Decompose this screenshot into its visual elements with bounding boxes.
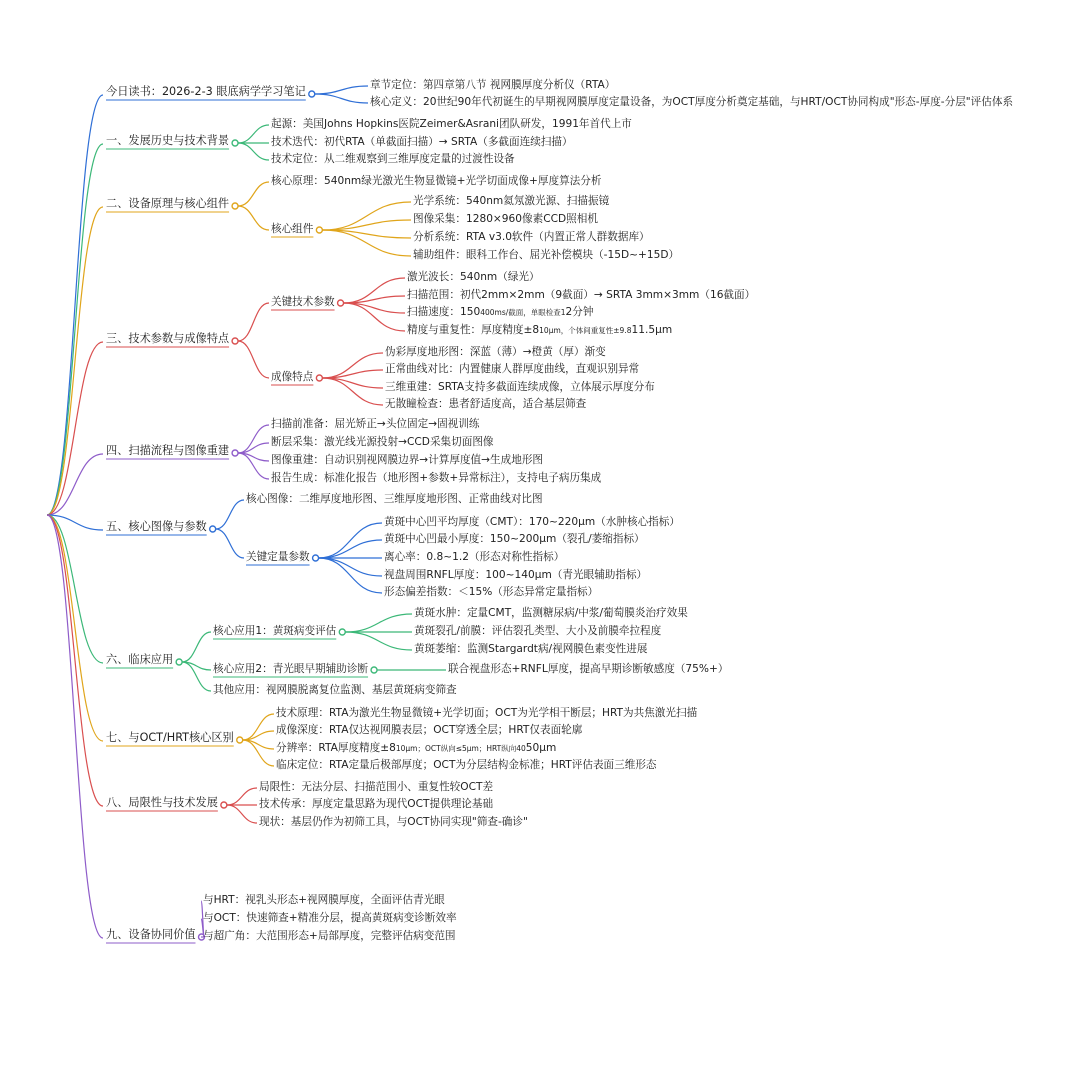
child-node: 核心组件 bbox=[271, 223, 314, 235]
branch-node: 九、设备协同价值 bbox=[106, 928, 196, 941]
leaf-node: 三维重建：SRTA支持多截面连续成像，立体展示厚度分布 bbox=[385, 381, 655, 393]
leaf-node: 扫描速度：150400ms/截面，单眼检查12分钟 bbox=[407, 306, 594, 318]
leaf-node: 黄斑中心凹最小厚度：150~200μm（裂孔/萎缩指标） bbox=[384, 533, 645, 545]
child-node: 成像深度：RTA仅达视网膜表层；OCT穿透全层；HRT仅表面轮廓 bbox=[276, 724, 583, 736]
child-node: 其他应用：视网膜脱离复位监测、基层黄斑病变筛查 bbox=[213, 684, 457, 696]
child-node: 现状：基层仍作为初筛工具，与OCT协同实现"筛查-确诊" bbox=[259, 816, 528, 828]
child-node: 起源：美国Johns Hopkins医院Zeimer&Asrani团队研发，1991年首代上市 bbox=[271, 118, 632, 130]
leaf-node: 黄斑萎缩：监测Stargardt病/视网膜色素变性进展 bbox=[414, 643, 648, 655]
child-node: 技术定位：从二维观察到三维厚度定量的过渡性设备 bbox=[271, 153, 515, 165]
child-node: 断层采集：激光线光源投射→CCD采集切面图像 bbox=[271, 436, 494, 448]
child-node: 图像重建：自动识别视网膜边界→计算厚度值→生成地形图 bbox=[271, 454, 544, 466]
branch-node: 今日读书：2026-2-3 眼底病学学习笔记 bbox=[106, 85, 306, 98]
leaf-node: 光学系统：540nm氦氖激光源、扫描振镜 bbox=[413, 195, 610, 207]
branch-node: 四、扫描流程与图像重建 bbox=[106, 444, 230, 457]
child-node: 核心原理：540nm绿光激光生物显微镜+光学切面成像+厚度算法分析 bbox=[271, 175, 602, 187]
child-node: 分辨率：RTA厚度精度±810μm；OCT纵向≤5μm；HRT纵向4050μm bbox=[276, 742, 557, 754]
leaf-node: 分析系统：RTA v3.0软件（内置正常人群数据库） bbox=[413, 231, 650, 243]
child-node: 报告生成：标准化报告（地形图+参数+异常标注），支持电子病历集成 bbox=[271, 472, 602, 484]
child-node: 技术传承：厚度定量思路为现代OCT提供理论基础 bbox=[259, 798, 494, 810]
child-node: 核心定义：20世纪90年代初诞生的早期视网膜厚度定量设备，为OCT厚度分析奠定基础，与HRT/OCT协同构成"形态-厚度-分层"评估体系 bbox=[370, 96, 1014, 108]
branch-node: 五、核心图像与参数 bbox=[106, 520, 207, 533]
child-node: 核心应用2：青光眼早期辅助诊断 bbox=[213, 663, 369, 675]
leaf-node: 黄斑裂孔/前膜：评估裂孔类型、大小及前膜牵拉程度 bbox=[414, 625, 662, 637]
leaf-node: 伪彩厚度地形图：深蓝（薄）→橙黄（厚）渐变 bbox=[385, 346, 606, 358]
leaf-node: 激光波长：540nm（绿光） bbox=[407, 271, 540, 283]
child-node: 与OCT：快速筛查+精准分层，提高黄斑病变诊断效率 bbox=[203, 912, 457, 924]
leaf-node: 正常曲线对比：内置健康人群厚度曲线，直观识别异常 bbox=[385, 363, 640, 375]
leaf-node: 辅助组件：眼科工作台、屈光补偿模块（-15D~+15D） bbox=[413, 249, 680, 261]
leaf-node: 离心率：0.8~1.2（形态对称性指标） bbox=[384, 551, 565, 563]
leaf-node: 精度与重复性：厚度精度±810μm，个体间重复性±9.811.5μm bbox=[407, 324, 673, 336]
child-node: 技术原理：RTA为激光生物显微镜+光学切面；OCT为光学相干断层；HRT为共焦激光扫描 bbox=[276, 707, 698, 719]
child-node: 技术迭代：初代RTA（单截面扫描）→ SRTA（多截面连续扫描） bbox=[271, 136, 573, 148]
child-node: 局限性：无法分层、扫描范围小、重复性较OCT差 bbox=[259, 781, 494, 793]
child-node: 核心应用1：黄斑病变评估 bbox=[213, 625, 337, 637]
leaf-node: 联合视盘形态+RNFL厚度，提高早期诊断敏感度（75%+） bbox=[448, 663, 729, 675]
child-node: 与超广角：大范围形态+局部厚度，完整评估病变范围 bbox=[203, 930, 456, 942]
leaf-node: 扫描范围：初代2mm×2mm（9截面）→ SRTA 3mm×3mm（16截面） bbox=[407, 289, 756, 301]
child-node: 扫描前准备：屈光矫正→头位固定→固视训练 bbox=[271, 418, 480, 430]
leaf-node: 视盘周围RNFL厚度：100~140μm（青光眼辅助指标） bbox=[384, 569, 648, 581]
branch-node: 一、发展历史与技术背景 bbox=[106, 134, 230, 147]
leaf-node: 图像采集：1280×960像素CCD照相机 bbox=[413, 213, 598, 225]
child-node: 章节定位：第四章第八节 视网膜厚度分析仪（RTA） bbox=[370, 79, 616, 91]
leaf-node: 黄斑水肿：定量CMT，监测糖尿病/中浆/葡萄膜炎治疗效果 bbox=[414, 607, 688, 619]
branch-node: 六、临床应用 bbox=[106, 653, 174, 666]
child-node: 关键定量参数 bbox=[246, 551, 310, 563]
branch-node: 七、与OCT/HRT核心区别 bbox=[106, 731, 234, 744]
child-node: 核心图像：二维厚度地形图、三维厚度地形图、正常曲线对比图 bbox=[246, 493, 543, 505]
branch-node: 二、设备原理与核心组件 bbox=[106, 197, 230, 210]
leaf-node: 黄斑中心凹平均厚度（CMT）：170~220μm（水肿核心指标） bbox=[384, 516, 680, 528]
child-node: 成像特点 bbox=[271, 371, 314, 383]
leaf-node: 形态偏差指数：＜15%（形态异常定量指标） bbox=[384, 586, 599, 598]
child-node: 临床定位：RTA定量后极部厚度；OCT为分层结构金标准；HRT评估表面三维形态 bbox=[276, 759, 657, 771]
branch-node: 三、技术参数与成像特点 bbox=[106, 332, 230, 345]
branch-node: 八、局限性与技术发展 bbox=[106, 796, 218, 809]
leaf-node: 无散瞳检查：患者舒适度高，适合基层筛查 bbox=[385, 398, 587, 410]
child-node: 与HRT：视乳头形态+视网膜厚度，全面评估青光眼 bbox=[203, 894, 445, 906]
child-node: 关键技术参数 bbox=[271, 296, 335, 308]
